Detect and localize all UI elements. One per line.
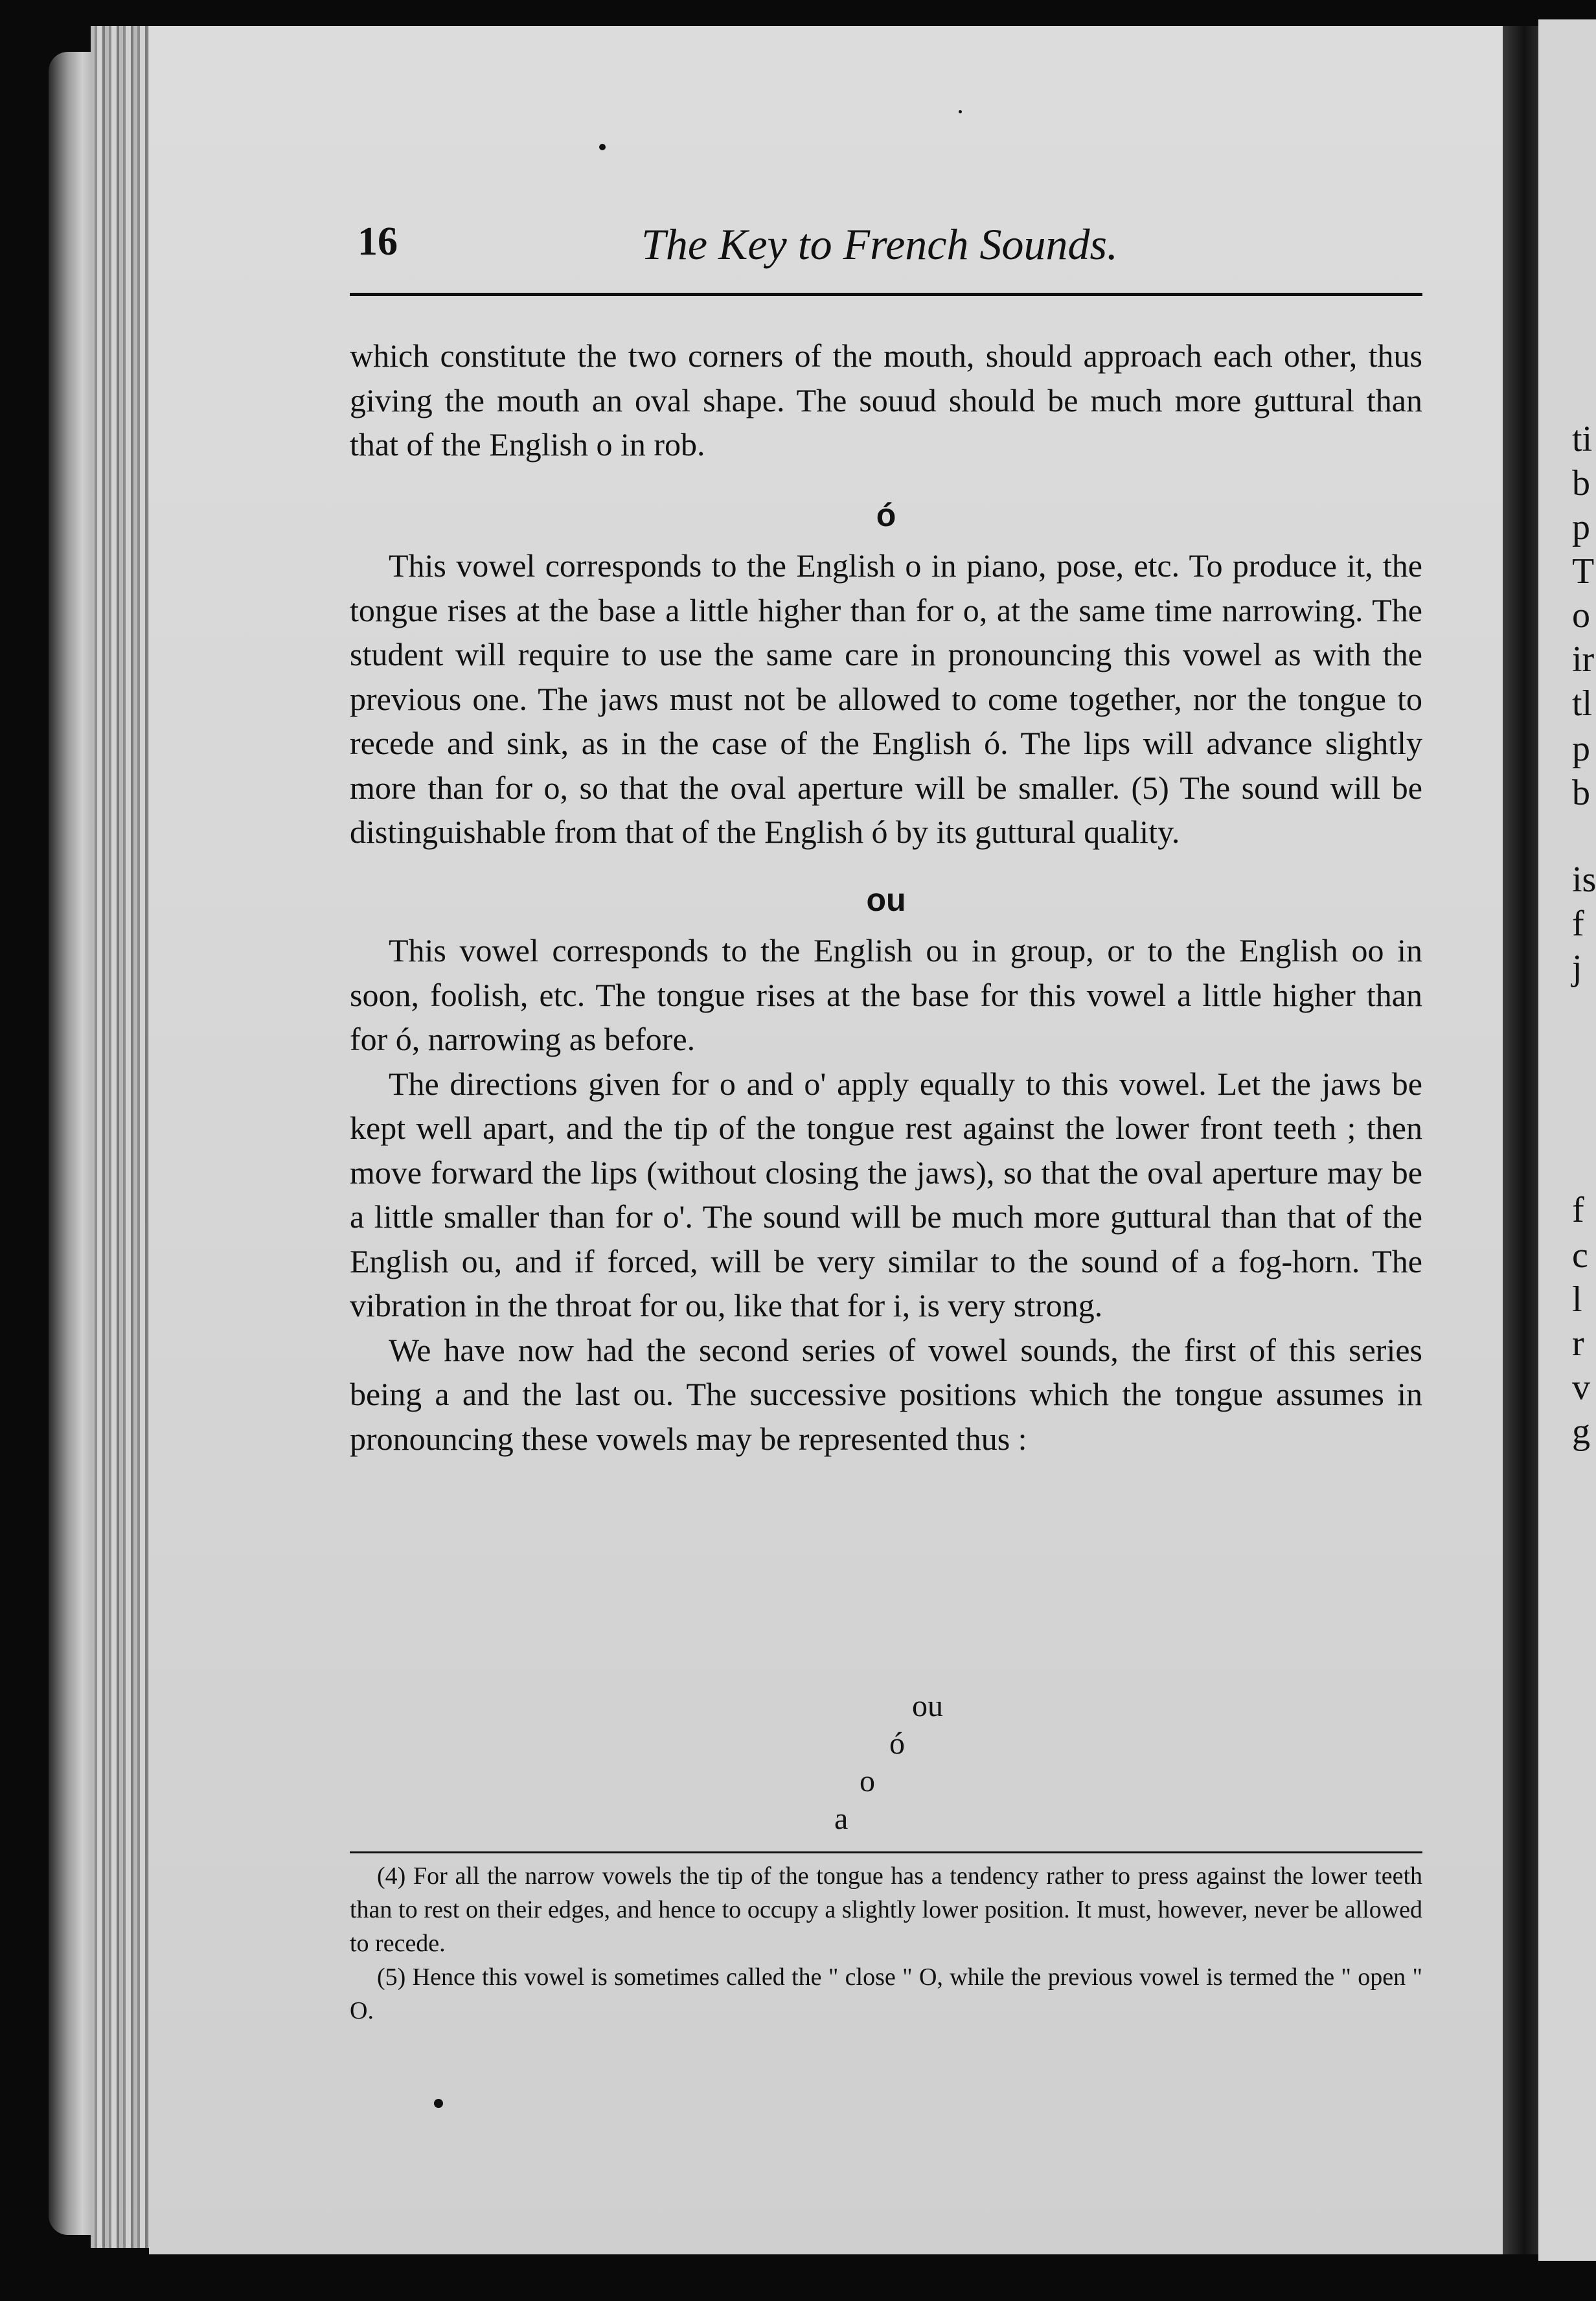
- adjacent-fragment: l: [1572, 1279, 1582, 1320]
- continuation-paragraph: which constitute the two corners of the mouth, should approach each other, thus giving the mouth an oval shape. The souud should be much more guttural than that of the English o in rob.: [350, 338, 1422, 463]
- adjacent-fragment: is: [1572, 860, 1596, 900]
- adjacent-fragment: b: [1572, 463, 1590, 503]
- diagram-ou: ou: [912, 1689, 943, 1723]
- header-rule: [350, 293, 1422, 296]
- adjacent-fragment: r: [1572, 1323, 1584, 1364]
- adjacent-fragment: tl: [1572, 683, 1593, 724]
- section-heading-ou: ou: [866, 881, 906, 918]
- running-head: [350, 214, 1422, 272]
- header-title: The Key to French Sounds.: [641, 220, 1118, 269]
- scan-speck: [434, 2099, 443, 2108]
- adjacent-fragment: j: [1572, 948, 1582, 988]
- adjacent-fragment: c: [1572, 1235, 1588, 1276]
- diagram-o: o: [860, 1764, 875, 1798]
- scan-speck: [599, 144, 606, 150]
- paragraph-ou-1: This vowel corresponds to the English ou in group, or to the English oo in soon, foolish, etc. The tongue rises at the base for this vowel a little higher than for ó, narrowing as before.: [350, 932, 1422, 1057]
- scan-speck: [959, 110, 962, 113]
- adjacent-fragment: ir: [1572, 639, 1595, 680]
- book-left-edge: [49, 52, 97, 2235]
- diagram-o-accent: ó: [889, 1726, 905, 1761]
- tongue-position-diagram: [350, 1678, 1422, 1846]
- body-text: [350, 334, 1422, 1461]
- footnotes: [350, 1859, 1422, 2028]
- adjacent-fragment: p: [1572, 729, 1590, 769]
- adjacent-fragment: v: [1572, 1368, 1590, 1408]
- paragraph-ou-3: We have now had the second series of vowel sounds, the first of this series being a and the last ou. The successive positions which the tongue assumes in pronouncing these vowels may be represented thus :: [350, 1331, 1422, 1457]
- paragraph-ou-2: The directions given for o and o' apply equally to this vowel. Let the jaws be kept well apart, and the tip of the tongue rest against the lower front teeth ; then move forward the lips (without closing the jaws), so that the oval aperture may be a little smaller than for o'. The sound will be much more guttural than that of the English ou, and if forced, will be very similar to the sound of a fog-horn. The vibration in the throat for ou, like that for i, is very strong.: [350, 1065, 1422, 1323]
- adjacent-fragment: o: [1572, 595, 1590, 635]
- adjacent-fragment: f: [1572, 1190, 1584, 1230]
- footnote-rule: [350, 1851, 1422, 1853]
- paragraph-o-accent: This vowel corresponds to the English o in piano, pose, etc. To produce it, the tongue rises at the base a little higher than for o, at the same time narrowing. The student will require to use the same care in pronouncing this vowel as with the previous one. The jaws must not be allowed to come together, nor the tongue to recede and sink, as in the case of the English ó. The lips will advance slightly more than for o, so that the oval aperture will be smaller. (5) The sound will be distinguishable from that of the English ó by its guttural quality.: [350, 547, 1422, 850]
- adjacent-fragment: ti: [1572, 419, 1593, 459]
- footnote-4: (4) For all the narrow vowels the tip of the tongue has a tendency rather to press against the lower teeth than to rest on their edges, and hence to occupy a slightly lower position. It must, however, never be allowed to recede.: [350, 1862, 1422, 1957]
- adjacent-fragment: b: [1572, 773, 1590, 813]
- adjacent-fragment: T: [1572, 551, 1595, 591]
- book-gutter: [1503, 26, 1538, 2254]
- page-number: 16: [358, 220, 398, 264]
- adjacent-page: [1538, 19, 1596, 2261]
- section-heading-o-accent: ó: [876, 496, 896, 533]
- adjacent-fragment: g: [1572, 1412, 1590, 1452]
- adjacent-fragment: f: [1572, 904, 1584, 944]
- diagram-a: a: [834, 1802, 849, 1836]
- adjacent-fragment: p: [1572, 507, 1590, 547]
- footnote-5: (5) Hence this vowel is sometimes called the " close " O, while the previous vowel is termed the " open " O.: [350, 1963, 1422, 2024]
